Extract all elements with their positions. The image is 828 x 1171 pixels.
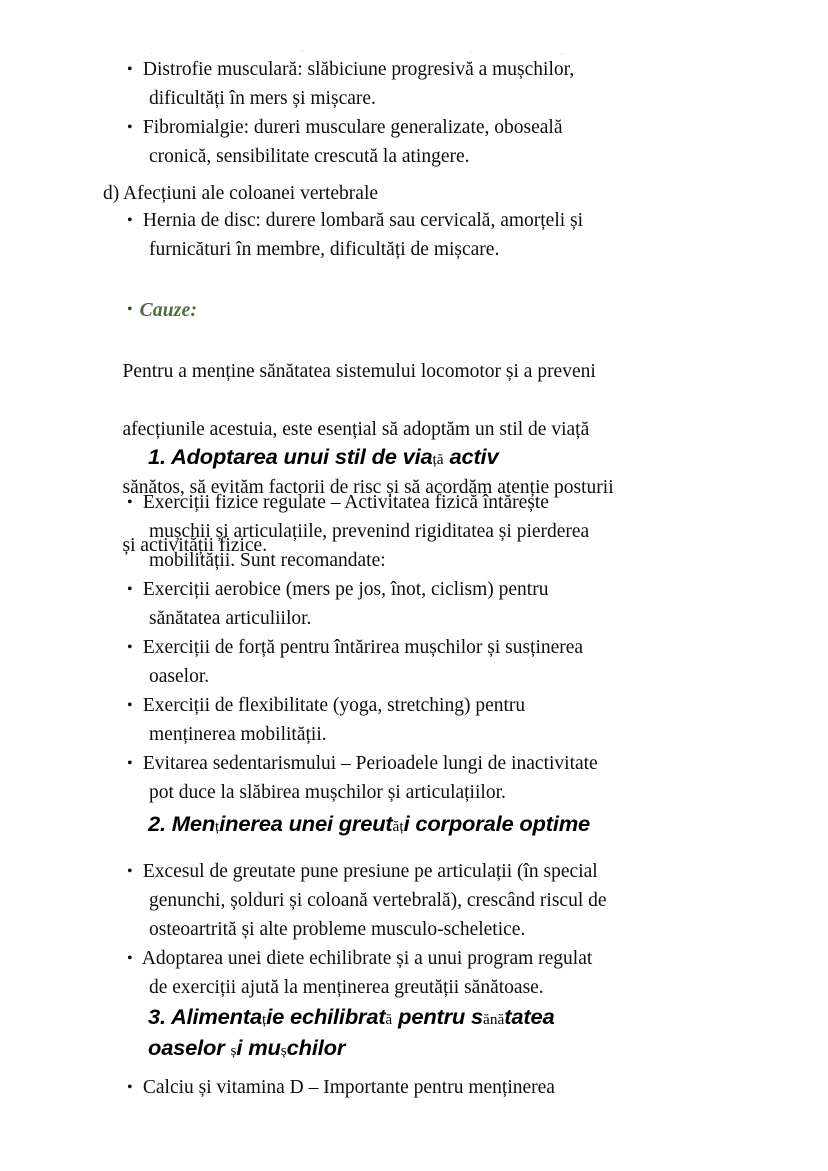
list-item (127, 488, 742, 575)
list-item-line: menținerea mobilității. (149, 724, 327, 745)
list-item-line: Adoptarea unei diete echilibrate și a unui program regulat (141, 948, 593, 969)
heading-text: i corporale optime (403, 812, 591, 836)
list-item-line: Exerciții aerobice (mers pe jos, înot, ciclism) pentru (142, 579, 549, 600)
heading-diacritic: ță (432, 452, 444, 468)
heading-diacritic: ă (385, 1012, 393, 1028)
list-item (127, 575, 742, 633)
list-item-line: cronică, sensibilitate crescută la atingere. (149, 146, 470, 167)
list-item-line: de exerciții ajută la menținerea greutății sănătoase. (149, 977, 544, 998)
list-item-line: Exerciții fizice regulate – Activitatea fizică întărește (142, 492, 549, 513)
list-item-line: Calciu și vitamina D – Importante pentru menținerea (142, 1077, 555, 1098)
heading-diacritic: ș (230, 1043, 237, 1059)
list-item (127, 633, 742, 691)
list-item-line: Excesul de greutate pune presiune pe articulații (în special (142, 861, 598, 882)
list-item-line: osteoartrită și alte probleme musculo-scheletice. (149, 919, 526, 940)
cauze-bullet-heading (127, 300, 197, 322)
list-spine-disorders (127, 206, 737, 264)
list-item-line: Distrofie musculară: slăbiciune progresivă a mușchilor, (142, 59, 575, 80)
list-item (127, 1073, 742, 1102)
list-item (127, 55, 727, 113)
heading-text: i mu (236, 1036, 281, 1060)
list-item-line: furnicături în membre, dificultăți de mișcare. (149, 239, 500, 260)
heading-diacritic: ăț (392, 819, 404, 835)
list-item-line: oaselor. (149, 666, 210, 687)
list-optimal-weight (127, 857, 742, 1002)
list-item (127, 944, 742, 1002)
heading-diacritic: ș (280, 1043, 287, 1059)
heading-text: inerea unei greut (219, 812, 393, 836)
scan-speckle (300, 50, 304, 52)
heading-text: Adoptarea unui stil de via (170, 445, 433, 469)
list-item (127, 113, 727, 171)
bullet-icon: • (127, 301, 133, 318)
scan-speckle (150, 52, 153, 54)
scan-speckle (470, 51, 473, 53)
heading-diacritic: ț (261, 1012, 267, 1028)
cauze-label: Cauze: (139, 300, 198, 321)
list-item (127, 691, 742, 749)
heading-1 (148, 443, 760, 474)
heading-text: oaselor (148, 1036, 231, 1060)
heading-text: activ (443, 445, 499, 469)
heading-number: 1. (148, 445, 171, 469)
heading-text: 2. Men (148, 812, 216, 836)
heading-text: ie echilibrat (266, 1005, 386, 1029)
paragraph-line: Pentru a menține sănătatea sistemului locomotor și a preveni (122, 361, 596, 382)
paragraph-line: afecțiunile acestuia, este esențial să adoptăm un stil de viață (122, 419, 590, 440)
list-item (127, 749, 742, 807)
heading-diacritic: ă (497, 1012, 505, 1028)
paragraph-line: și activității fizice. (122, 535, 268, 556)
list-muscular-disorders (127, 55, 727, 171)
heading-text: 3. Alimenta (148, 1005, 262, 1029)
list-item-line: genunchi, șolduri și coloană vertebrală), crescând riscul de (149, 890, 607, 911)
heading-text: chilor (286, 1036, 346, 1060)
list-balanced-nutrition (127, 1073, 742, 1102)
section-d-heading: d) Afecțiuni ale coloanei vertebrale (103, 183, 379, 204)
list-item (127, 206, 737, 264)
list-item (127, 857, 742, 944)
heading-diacritic: ț (215, 819, 220, 835)
list-item-line: Exerciții de flexibilitate (yoga, stretching) pentru (142, 695, 526, 716)
heading-2 (148, 810, 780, 841)
heading-text: tatea (504, 1005, 555, 1029)
heading-text: pentru s (392, 1005, 484, 1029)
list-item-line: sănătatea articuliilor. (149, 608, 312, 629)
paragraph-line: sănătos, să evităm factorii de risc și să acordăm atenție posturii (122, 477, 614, 498)
list-item-line: Fibromialgie: dureri musculare generalizate, oboseală (142, 117, 563, 138)
list-item-line: mușchii și articulațiile, prevenind rigiditatea și pierderea (149, 521, 590, 542)
list-item-line: Hernia de disc: durere lombară sau cervicală, amorțeli și (142, 210, 584, 231)
list-item-line: Evitarea sedentarismului – Perioadele lungi de inactivitate (142, 753, 598, 774)
list-item-line: Exerciții de forță pentru întărirea mușchilor și susținerea (142, 637, 584, 658)
list-item-line: dificultăți în mers și mișcare. (149, 88, 376, 109)
list-active-lifestyle (127, 488, 742, 807)
list-item-line: pot duce la slăbirea mușchilor și articulațiilor. (149, 782, 506, 803)
heading-3 (148, 1003, 780, 1065)
list-item-line: mobilității. Sunt recomandate: (149, 550, 386, 571)
heading-diacritic: ăn (483, 1012, 498, 1028)
